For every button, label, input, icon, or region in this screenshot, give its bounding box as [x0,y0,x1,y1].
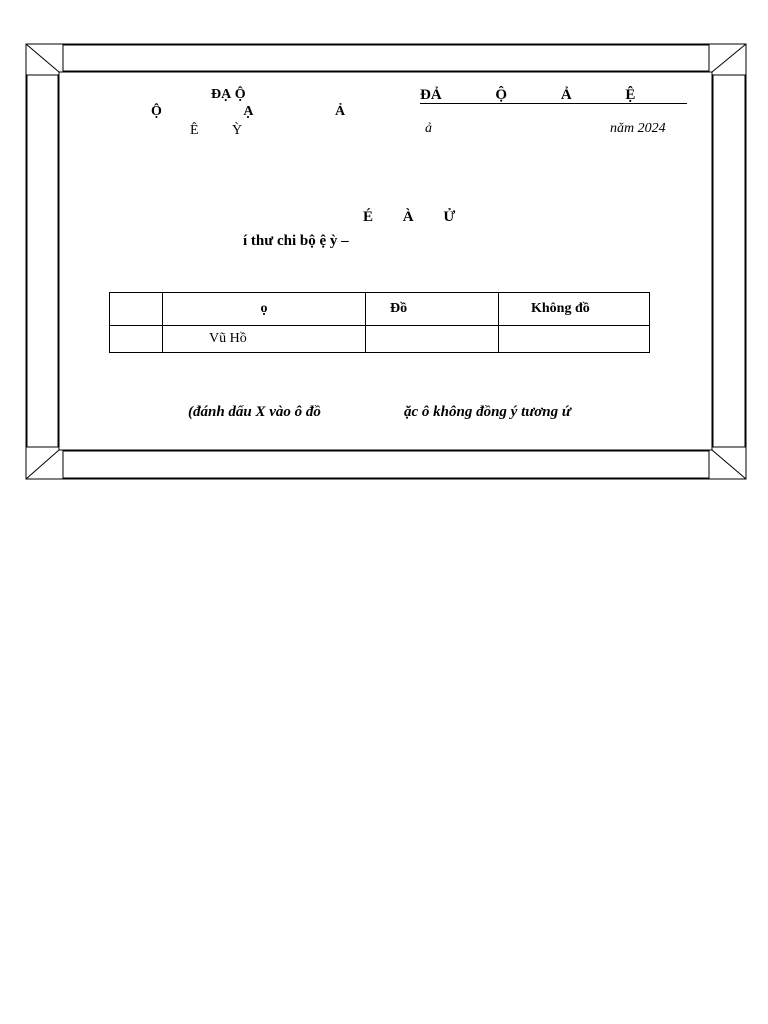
table-header-row [110,293,650,326]
doc-title-line2: í thư chi bộ ệ ỳ – [243,233,349,249]
table-cell [366,326,499,353]
header-left-line3: Ê Ỳ [190,123,243,138]
table-header-cell: Không đồ [499,293,650,326]
header-left-line1: ĐẠ Ộ [211,87,246,102]
table-header-cell: ọ [163,293,366,326]
table-cell [110,326,163,353]
table-cell: Vũ Hồ [163,326,366,353]
header-left-line2: Ộ Ạ Ả [151,104,346,119]
header-right-place: ả [425,121,432,136]
header-right-title: ĐẢ Ộ Ả Ệ [420,87,636,103]
table-cell [499,326,650,353]
table-row [110,326,650,353]
vote-table [109,292,650,353]
note-right: ặc ô không đồng ý tương ứ [404,404,571,420]
decorative-border-frame [0,0,768,500]
header-right-date: năm 2024 [610,121,666,136]
note-left: (đánh dấu X vào ô đồ [188,404,321,420]
table-header-cell: Đồ [366,293,499,326]
table-header-cell [110,293,163,326]
header-right-underline [420,103,687,104]
doc-title-line1: É À Ử [363,209,456,225]
